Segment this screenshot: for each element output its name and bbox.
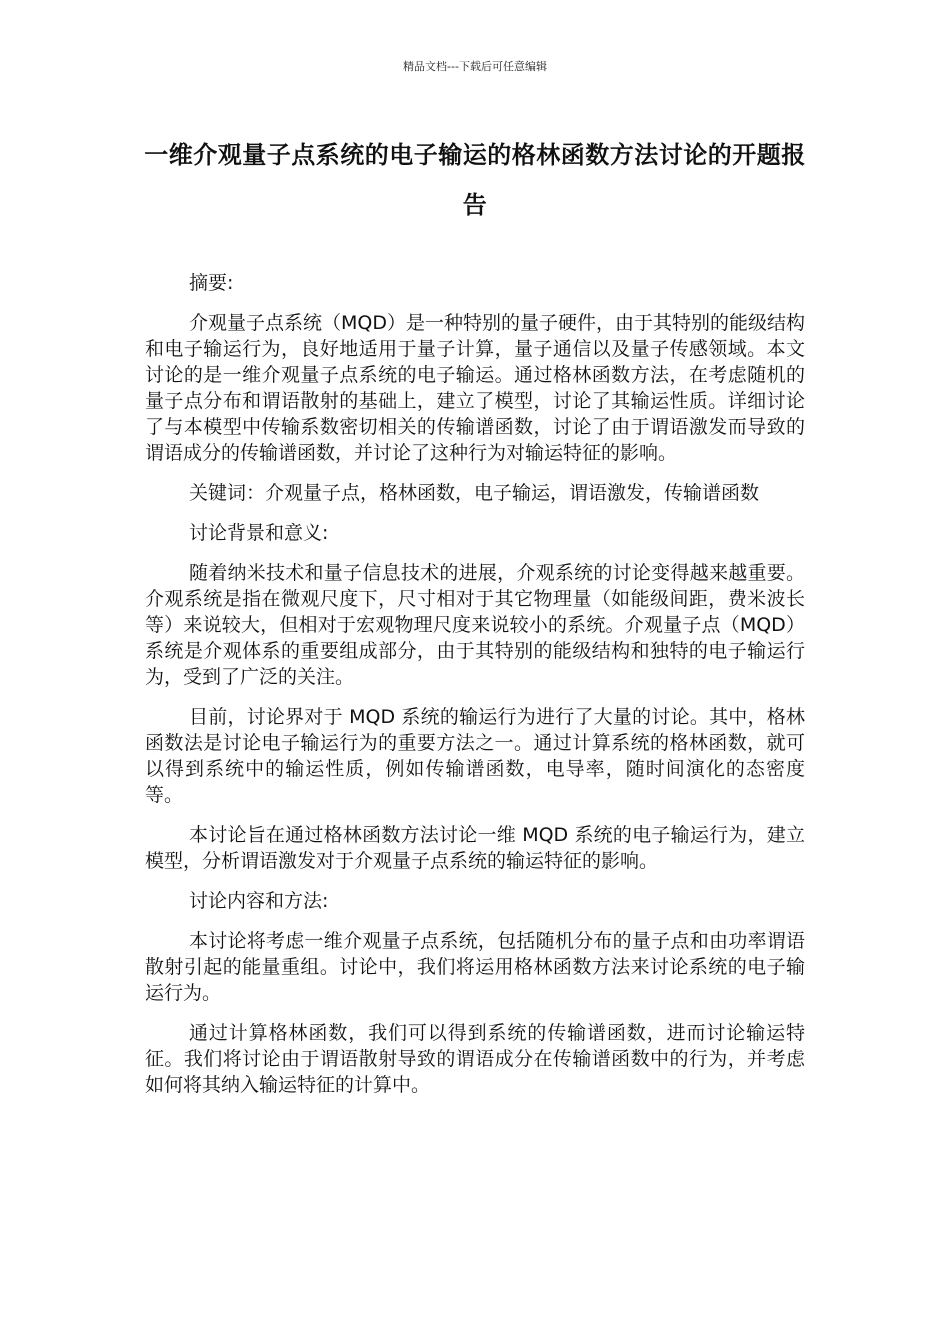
background-paragraph-3: 本讨论旨在通过格林函数方法讨论一维 MQD 系统的电子输运行为，建立模型，分析谓语激发对于介观量子点系统的输运特征的影响。 [145, 824, 805, 872]
background-heading: 讨论背景和意义: [189, 522, 329, 544]
background-paragraph-2: 目前，讨论界对于 MQD 系统的输运行为进行了大量的讨论。其中，格林函数法是讨论电子输运行为的重要方法之一。通过计算系统的格林函数，就可以得到系统中的输运性质，例如传输谱函数，电导率，随时间演化的态密度等。 [145, 706, 805, 806]
abstract-paragraph: 介观量子点系统（MQD）是一种特别的量子硬件，由于其特别的能级结构和电子输运行为，良好地适用于量子计算，量子通信以及量子传感领域。本文讨论的是一维介观量子点系统的电子输运。通过格林函数方法，在考虑随机的量子点分布和谓语散射的基础上，建立了模型，讨论了其输运性质。详细讨论了与本模型中传输系数密切相关的传输谱函数，讨论了由于谓语激发而导致的谓语成分的传输谱函数，并讨论了这种行为对输运特征的影响。 [145, 312, 805, 464]
document-title: 一维介观量子点系统的电子输运的格林函数方法讨论的开题报告 [144, 141, 806, 219]
keywords-paragraph: 关键词：介观量子点，格林函数，电子输运，谓语激发，传输谱函数 [189, 482, 760, 504]
header-note: 精品文档---下载后可任意编辑 [403, 60, 547, 73]
abstract-heading: 摘要: [189, 272, 234, 294]
background-paragraph-1: 随着纳米技术和量子信息技术的进展，介观系统的讨论变得越来越重要。介观系统是指在微观尺度下，尺寸相对于其它物理量（如能级间距，费米波长等）来说较大，但相对于宏观物理尺度来说较小的系统。介观量子点（MQD）系统是介观体系的重要组成部分，由于其特别的能级结构和独特的电子输运行为，受到了广泛的关注。 [145, 562, 805, 688]
methods-paragraph-2: 通过计算格林函数，我们可以得到系统的传输谱函数，进而讨论输运特征。我们将讨论由于谓语散射导致的谓语成分在传输谱函数中的行为，并考虑如何将其纳入输运特征的计算中。 [145, 1022, 805, 1096]
methods-heading: 讨论内容和方法: [189, 890, 329, 912]
document-body [145, 270, 805, 1112]
methods-paragraph-1: 本讨论将考虑一维介观量子点系统，包括随机分布的量子点和由功率谓语散射引起的能量重组。讨论中，我们将运用格林函数方法来讨论系统的电子输运行为。 [145, 930, 805, 1004]
